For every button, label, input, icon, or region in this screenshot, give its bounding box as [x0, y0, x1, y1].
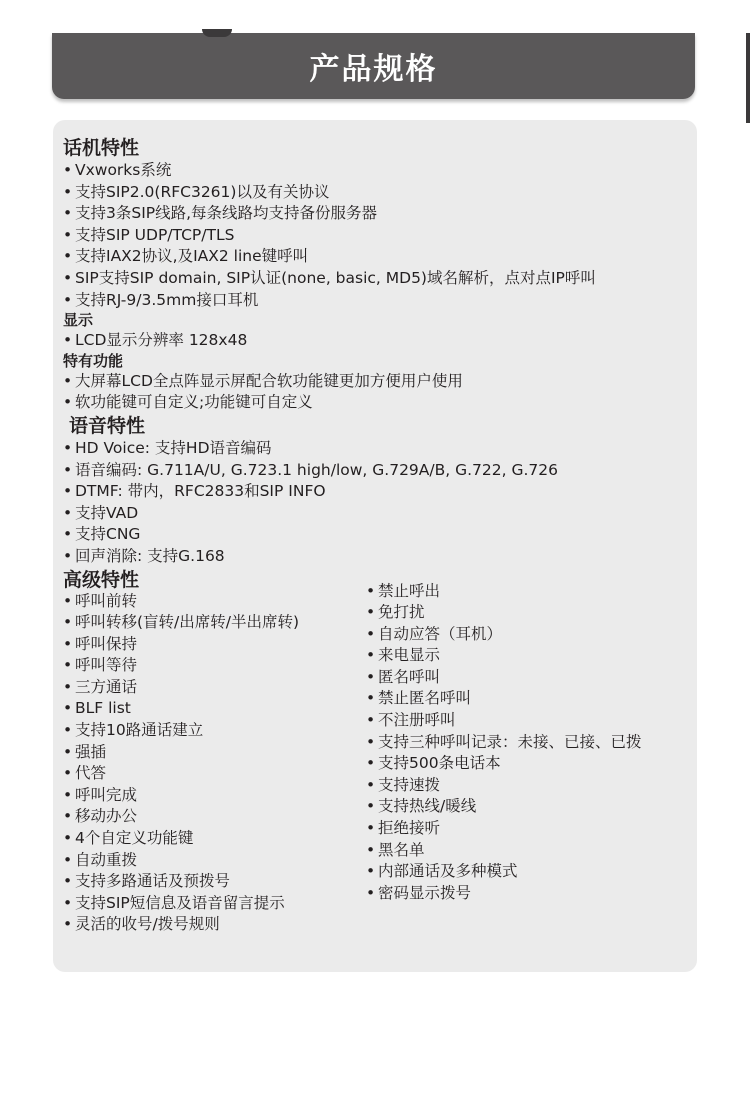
list-item: • 黑名单 — [366, 840, 688, 862]
list-item: • 支持RJ-9/3.5mm接口耳机 — [63, 290, 688, 312]
list-item: • 呼叫转移(盲转/出席转/半出席转) — [63, 612, 363, 634]
spec-content — [63, 136, 688, 934]
list-item: • 内部通话及多种模式 — [366, 861, 688, 883]
list-item: • 自动应答（耳机） — [366, 624, 688, 646]
page-title: 产品规格 — [309, 52, 438, 87]
list-item: • 密码显示拨号 — [366, 883, 688, 905]
list-item: • 支持500条电话本 — [366, 753, 688, 775]
list-item: • 大屏幕LCD全点阵显示屏配合软功能键更加方便用户使用 — [63, 371, 688, 393]
list-item: • 支持三种呼叫记录：未接、已接、已拨 — [366, 732, 688, 754]
list-item: • HD Voice: 支持HD语音编码 — [63, 438, 688, 460]
voice-feature-list — [63, 438, 688, 568]
list-item: • 软功能键可自定义;功能键可自定义 — [63, 392, 688, 414]
list-item: • 支持SIP2.0(RFC3261)以及有关协议 — [63, 182, 688, 204]
list-item: • SIP支持SIP domain, SIP认证(none, basic, MD5)域名解析，点对点IP呼叫 — [63, 268, 688, 290]
list-item: • 拒绝接听 — [366, 818, 688, 840]
list-item: • 支持SIP短信息及语音留言提示 — [63, 893, 363, 915]
list-item: • 三方通话 — [63, 677, 363, 699]
list-item: • 回声消除: 支持G.168 — [63, 546, 688, 568]
section-title-special: 特有功能 — [63, 351, 124, 370]
list-item: • DTMF: 带内，RFC2833和SIP INFO — [63, 481, 688, 503]
list-item: • Vxworks系统 — [63, 160, 688, 182]
list-item: • 支持热线/暖线 — [366, 796, 688, 818]
list-item: • 灵活的收号/拨号规则 — [63, 914, 363, 936]
list-item: • 支持VAD — [63, 503, 688, 525]
list-item: • 呼叫保持 — [63, 634, 363, 656]
advanced-right-column — [366, 568, 688, 905]
list-item: • 4个自定义功能键 — [63, 828, 363, 850]
list-item: • 支持CNG — [63, 524, 688, 546]
list-item: • 强插 — [63, 742, 363, 764]
advanced-left-list — [63, 589, 363, 937]
section-title-advanced: 高级特性 — [63, 568, 140, 591]
list-item: • 代答 — [63, 763, 363, 785]
advanced-left-column — [63, 568, 363, 937]
list-item: • 支持速拨 — [366, 775, 688, 797]
list-item: • 呼叫完成 — [63, 785, 363, 807]
list-item: • 移动办公 — [63, 806, 363, 828]
advanced-section — [63, 568, 688, 934]
list-item: • LCD显示分辨率 128x48 — [63, 330, 688, 352]
list-item: • 禁止匿名呼叫 — [366, 688, 688, 710]
list-item: • 不注册呼叫 — [366, 710, 688, 732]
list-item: • 支持10路通话建立 — [63, 720, 363, 742]
edge-strip — [746, 33, 750, 123]
section-title-display: 显示 — [63, 311, 94, 330]
list-item: • 支持3条SIP线路,每条线路均支持备份服务器 — [63, 203, 688, 225]
list-item: • 禁止呼出 — [366, 581, 688, 603]
list-item: • 支持SIP UDP/TCP/TLS — [63, 225, 688, 247]
advanced-right-list — [366, 568, 688, 905]
list-item: • 支持IAX2协议,及IAX2 line键呼叫 — [63, 246, 688, 268]
list-item: • 语音编码: G.711A/U, G.723.1 high/low, G.729A/B, G.722, G.726 — [63, 460, 688, 482]
list-item: • 匿名呼叫 — [366, 667, 688, 689]
list-item: • 支持多路通话及预拨号 — [63, 871, 363, 893]
list-item: • 自动重拨 — [63, 850, 363, 872]
list-item: • BLF list — [63, 698, 363, 720]
header-tab-mark — [202, 29, 232, 37]
section-title-voice: 语音特性 — [69, 414, 146, 437]
list-item: • 来电显示 — [366, 645, 688, 667]
list-item: • 免打扰 — [366, 602, 688, 624]
special-feature-list — [63, 371, 688, 414]
header-bar — [52, 33, 695, 99]
display-feature-list — [63, 330, 688, 352]
list-item: • 呼叫等待 — [63, 655, 363, 677]
section-title-phone: 话机特性 — [63, 137, 140, 159]
list-item: • 呼叫前转 — [63, 591, 363, 613]
phone-feature-list — [63, 160, 688, 311]
